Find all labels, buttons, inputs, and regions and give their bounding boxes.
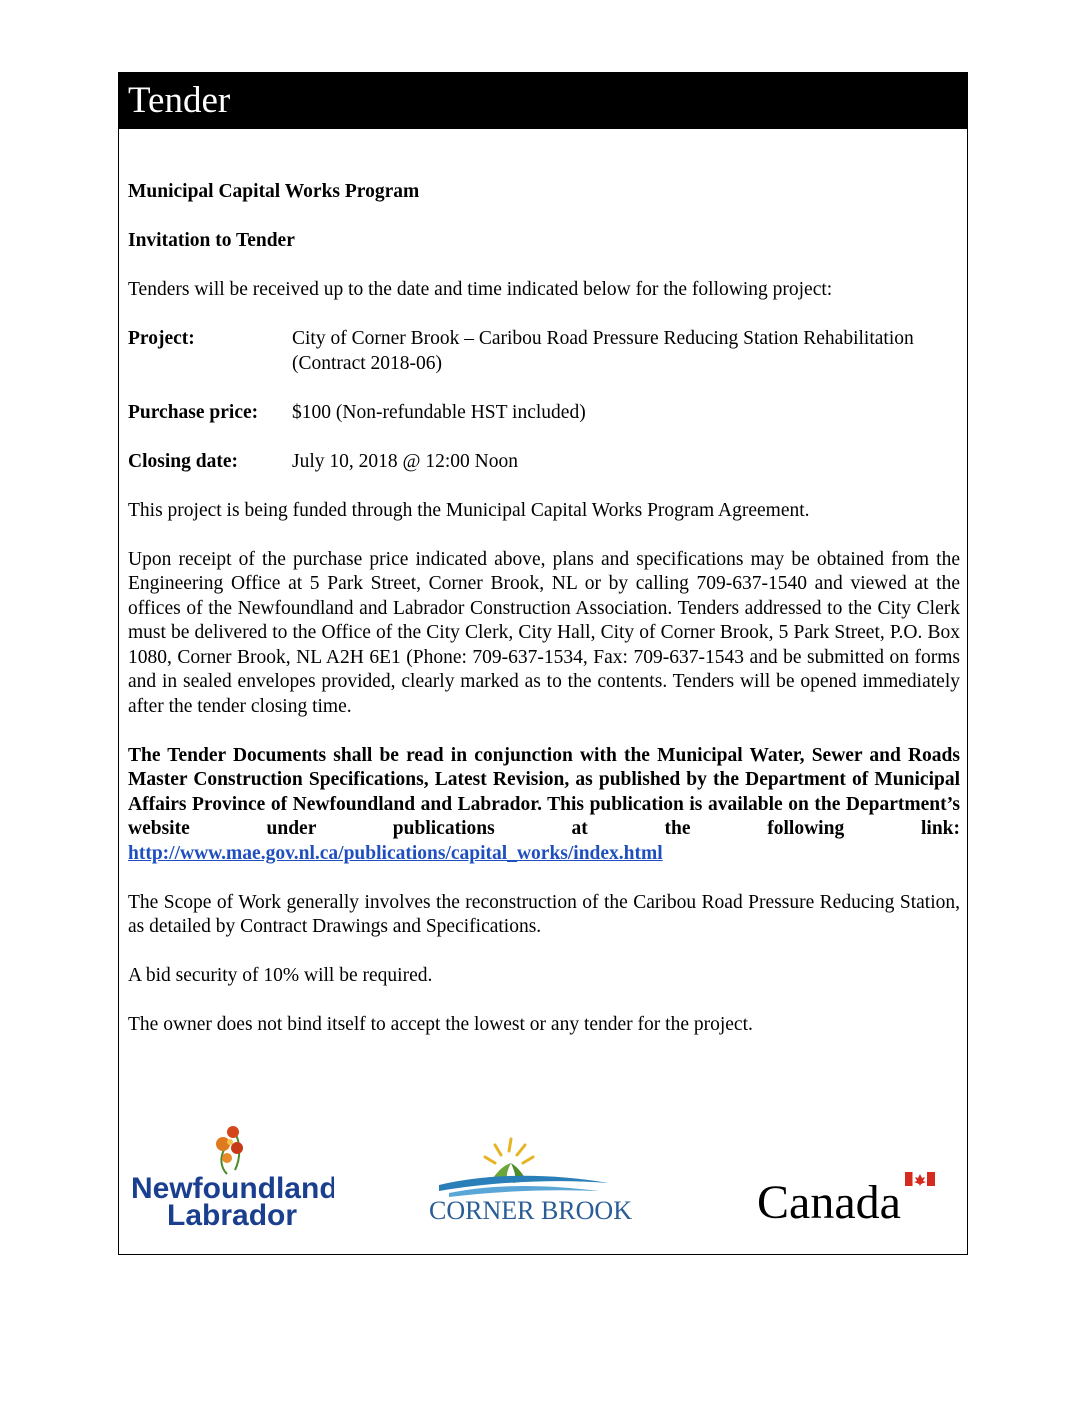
publications-link[interactable]: http://www.mae.gov.nl.ca/publications/capital_works/index.html	[128, 842, 663, 864]
pitcher-plant-icon	[129, 1118, 334, 1228]
program-heading: Municipal Capital Works Program	[128, 181, 420, 202]
canada-flag-icon	[757, 1168, 947, 1228]
detail-value: City of Corner Brook – Caribou Road Pressure Reducing Station Rehabilitation (Contract 2018-06)	[292, 328, 914, 374]
sunrise-icon	[429, 1133, 674, 1223]
receipt-text: Upon receipt of the purchase price indicated above, plans and specifications may be obtained from the Engineering Office at 5 Park Street, Corner Brook, NL or by calling 709-637-1540 and viewed at the offices of the Newfoundland and Labrador Construction Association. Tenders addressed to the City Clerk must be delivered to the Office of the City Clerk, City Hall, City of Corner Brook, 5 Park Street, P.O. Box 1080, Corner Brook, NL A2H 6E1 (Phone: 709-637-1534, Fax: 709-637-1543 and be submitted on forms and in sealed envelopes provided, clearly marked as to the contents. Tenders will be opened immediately after the tender closing time.	[128, 548, 960, 717]
bid-security-text: A bid security of 10% will be required.	[128, 965, 433, 986]
scope-text: The Scope of Work generally involves the reconstruction of the Caribou Road Pressure Reducing Station, as detailed by Contract Drawings and Specifications.	[128, 891, 960, 937]
detail-label: Closing date:	[128, 450, 238, 472]
detail-value: $100 (Non-refundable HST included)	[292, 401, 586, 423]
detail-row-closing-date	[128, 450, 960, 475]
nl-wordmark-line1: Newfoundland	[131, 1172, 334, 1205]
corner-brook-wordmark: CORNER BROOK	[429, 1196, 632, 1223]
logo-strip	[119, 1118, 967, 1228]
intro-text: Tenders will be received up to the date and time indicated below for the following project:	[128, 279, 833, 300]
newfoundland-labrador-logo	[129, 1118, 334, 1228]
nl-wordmark-line2: Labrador	[167, 1199, 298, 1228]
canada-wordmark-text: Canada	[757, 1176, 901, 1228]
detail-row-project	[128, 327, 960, 376]
owner-text: The owner does not bind itself to accept the lowest or any tender for the project.	[128, 1014, 753, 1035]
invitation-heading: Invitation to Tender	[128, 230, 295, 251]
detail-label: Project:	[128, 328, 195, 349]
detail-value: July 10, 2018 @ 12:00 Noon	[292, 450, 518, 472]
detail-label: Purchase price:	[128, 401, 259, 423]
page-title: Tender	[119, 73, 967, 129]
documents-paragraph	[128, 744, 960, 867]
canada-wordmark-logo	[757, 1168, 947, 1228]
corner-brook-logo	[429, 1133, 674, 1223]
documents-text: The Tender Documents shall be read in conjunction with the Municipal Water, Sewer and Roads Master Construction Specifications, Latest Revision, as published by the Department of Municipal Affairs Province of Newfoundland and Labrador. This publication is available on the Department’s website under publications at the following link:	[128, 744, 960, 839]
funding-text: This project is being funded through the Municipal Capital Works Program Agreement.	[128, 499, 810, 521]
detail-row-purchase-price	[128, 401, 960, 426]
notice-body	[128, 180, 960, 1062]
tender-notice	[118, 72, 968, 1255]
